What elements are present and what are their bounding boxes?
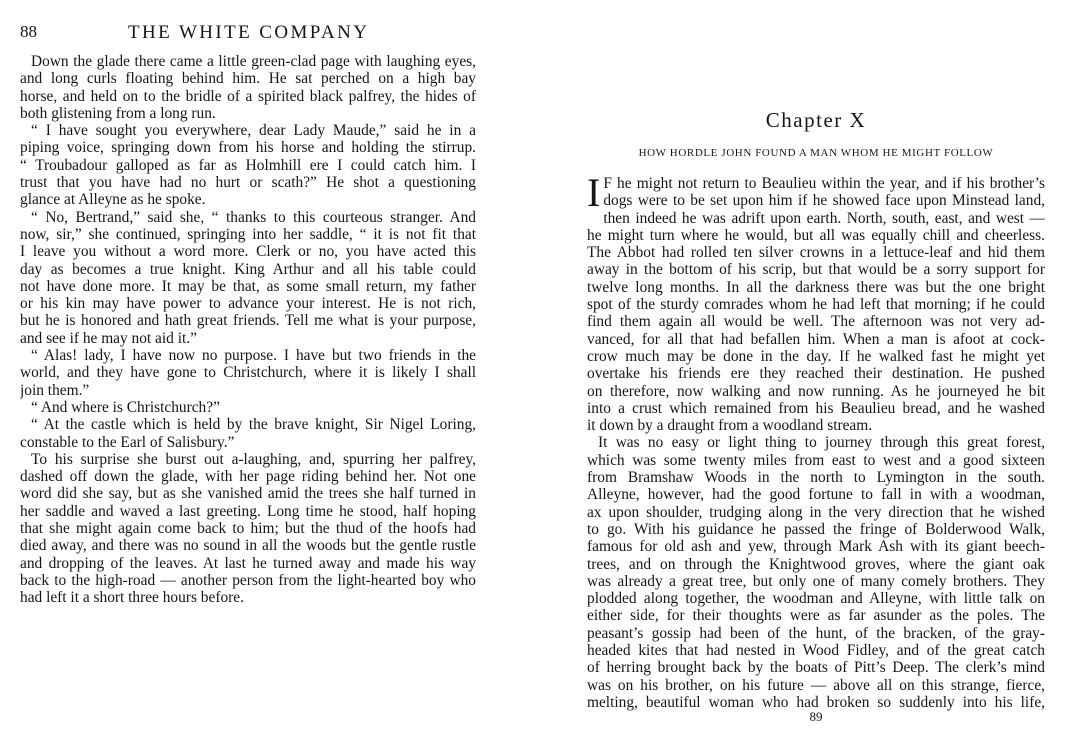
text-line: was already a great tree, but only one of many comely brothers. They [587, 572, 1045, 590]
text-line: away in the bottom of his scrip, but that would be a sorry support for [587, 261, 1045, 279]
text-line: constable to the Earl of Salisbury.” [20, 433, 235, 451]
right-page-body [587, 170, 1045, 711]
text-line: F he might not return to Beaulieu within the year, and if his brother’s [603, 175, 1045, 192]
text-line: Alleyne, however, had the good fortune to fall in with a woodman, [587, 486, 1045, 504]
right-page [560, 0, 1072, 744]
text-line: famous for old ash and yew, through Mark Ash with its giant beech- [587, 538, 1045, 556]
page-number-right: 89 [809, 709, 823, 724]
text-line: he might turn where he would, but all was equally chill and cheerless. [587, 226, 1045, 244]
text-line: find them again all would be well. The afternoon was not very ad- [587, 313, 1045, 331]
text-line: from Bramshaw Woods in the north to Lymington in the south. [587, 469, 1045, 487]
text-line: horse, and held on to the bridle of a spirited black palfrey, the hides of [20, 87, 476, 105]
page-number-left: 88 [20, 22, 37, 41]
text-line: day as becomes a true knight. King Arthur and all his table could [20, 260, 476, 278]
text-line: word did she say, but as she vanished amid the trees she half turned in [20, 485, 476, 503]
text-line: overtake his friends ere they reached their destination. He pushed [587, 365, 1045, 383]
text-line: but he is honored and hath great friends. Tell me what is your purpose, [20, 312, 476, 330]
text-line: either side, for their thoughts were as far asunder as the poles. The [587, 607, 1045, 625]
text-line: twelve long months. In all the darkness there was but the one bright [587, 278, 1045, 296]
text-line: “ I have sought you everywhere, dear Lady Maude,” said he in a [31, 122, 476, 140]
text-line: it down by a draught from a woodland stream. [587, 417, 873, 435]
text-line: world, and they have gone to Christchurch, where it is likely I shall [20, 364, 476, 382]
text-line: “ At the castle which is held by the brave knight, Sir Nigel Loring, [31, 416, 476, 434]
text-line: and see if he may not aid it.” [20, 329, 197, 347]
text-line: and dropping of the leaves. At last he turned away and made his way [20, 554, 476, 572]
text-line: ax upon shoulder, trudging along in the very direction that he wished [587, 503, 1045, 521]
drop-cap: I [587, 170, 601, 215]
text-line: or his kin may have power to advance your interest. He is not rich, [20, 295, 476, 313]
text-line: trees, and on through the Knightwood groves, where the giant oak [587, 555, 1045, 573]
text-line: The Abbot had rolled ten silver crowns in a lettuce-leaf and hid them [587, 244, 1045, 262]
text-line: join them.” [20, 381, 90, 399]
text-line: back to the high-road — another person from the light-hearted boy who [20, 571, 476, 589]
chapter-subtitle: HOW HORDLE JOHN FOUND A MAN WHOM HE MIGHT FOLLOW [638, 147, 994, 159]
text-line: To his surprise she burst out a-laughing, and, spurring her palfrey, [31, 450, 476, 468]
chapter-title: Chapter X [765, 108, 867, 132]
text-line: not have done more. It may be that, as some small return, my father [20, 277, 476, 295]
text-line: It was no easy or light thing to journey through this great forest, [598, 434, 1045, 452]
text-line: was on his brother, on his future — above all on this strange, fierce, [587, 676, 1045, 694]
text-line: glance at Alleyne as he spoke. [20, 191, 206, 209]
text-line: “ No, Bertrand,” said she, “ thanks to this courteous stranger. And [31, 208, 476, 226]
text-line: her saddle and waved a last greeting. Long time he stood, half hoping [20, 502, 476, 520]
text-line: I leave you without a word more. Clerk or no, you have acted this [20, 243, 476, 261]
text-line: trust that you have had no hurt or scath?” He shot a questioning [20, 174, 476, 192]
text-line: “ Troubadour galloped as far as Holmhill ere I could catch him. I [20, 156, 476, 174]
text-line: died away, and there was no sound in all the woods but the gentle rustle [20, 537, 476, 555]
running-head: THE WHITE COMPANY [128, 22, 370, 43]
text-line: then indeed he was adrift upon earth. North, south, east, and west — [603, 209, 1045, 227]
text-line: headed kites that had nested in Wood Fidley, and of the great catch [587, 642, 1045, 660]
left-page-body [20, 53, 476, 607]
text-line: Down the glade there came a little green-clad page with laughing eyes, [31, 53, 476, 70]
text-line: that she might again come back to him; but the thud of the hoofs had [20, 520, 476, 538]
text-line: vanced, for all that had befallen him. When a man is afoot at cock- [587, 330, 1045, 348]
text-line: on therefore, now walking and now running. As he journeyed he bit [587, 382, 1045, 400]
text-line: crow much may be done in the day. If he walked fast he might yet [587, 347, 1045, 365]
text-line: piping voice, springing down from his horse and holding the stirrup. [20, 139, 476, 157]
text-line: plodded along together, the woodman and Alleyne, with little talk on [587, 590, 1045, 608]
text-line: spot of the sturdy comrades whom he had left that morning; if he could [587, 296, 1045, 314]
text-line: dogs were to be set upon him if he showed face upon Minstead land, [603, 192, 1045, 210]
text-line: had left it a short three hours before. [20, 589, 244, 607]
text-line: into a crust which remained from his Beaulieu bread, and he washed [587, 399, 1045, 417]
text-line: now, sir,” she continued, springing into her saddle, “ it is not fit that [20, 225, 476, 243]
text-line: and long curls floating behind him. He sat perched on a high bay [20, 70, 476, 88]
text-line: “ And where is Christchurch?” [31, 398, 220, 416]
left-page [0, 0, 500, 744]
text-line: both glistening from a long run. [20, 104, 216, 122]
text-line: peasant’s gossip had been of the hunt, of the bracken, of the gray- [587, 624, 1045, 642]
text-line: to go. With his guidance he passed the fringe of Bolderwood Walk, [587, 520, 1045, 538]
text-line: dashed off down the glade, with her page riding behind her. Not one [20, 468, 476, 486]
text-line: “ Alas! lady, I have now no purpose. I have but two friends in the [31, 347, 476, 365]
text-line: which was some twenty miles from east to west and a good sixteen [587, 451, 1045, 469]
text-line: of herring brought back by the boats of Pitt’s Deep. The clerk’s mind [587, 659, 1045, 677]
text-line: melting, beautiful woman who had broken so suddenly into his life, [587, 693, 1045, 711]
